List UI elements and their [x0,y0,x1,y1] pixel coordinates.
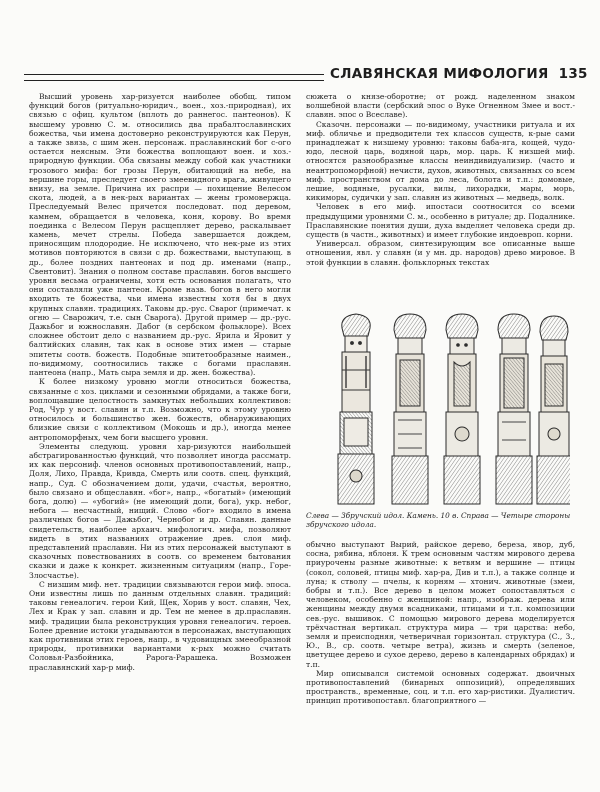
paragraph: сюжета о князе-оборотне; от рожд. наделенном знаком волшебной власти (сербский эпос о Вуке Огненном Змее и вост.-славян. эпос о Всеславе). [306,92,575,120]
idol-side-view-2 [444,314,480,504]
left-column [29,92,291,782]
right-column-bottom [306,540,575,788]
right-column-top [306,92,575,304]
page-header [24,66,588,94]
paragraph: С низшим миф. нет. традиции связываются герои миф. эпоса. Они известны лишь по данным отдельных славян. традиций: таковы генеалогич. герои Кий, Щек, Хорив у вост. славян, Чех, Лех и Крак у зап. славян и др. Тем не менее в др.праславян. миф. традиции была реконструкция уровня генеалогич. героев. Более древние истоки угадываются в персонажах, выступающих как противники этих героев, напр., в чудовищных змееобразной природы, противники вариантами к-рых можно считать Соловья-Разбойника, Рарога-Рарашека. Возможен праславянский хар-р миф. [29,579,291,672]
zbruch-idol-figure [318,310,570,508]
figure-caption: Слева — Збручский идол. Камень. 10 в. Справа — Четыре стороны збручского идола. [306,511,571,529]
page-number: 135 [558,66,588,82]
paragraph: Элементы следующ. уровня хар-ризуются наибольшей абстрагированностью функций, что позволяет иногда рассматр. их как персониф. членов основных противопоставлений, напр., Доля, Лихо, Правда, Кривда, Смерть или соотв. спец. функций, напр., Суд. С обозначением доли, удачи, счастья, вероятно, было связано и общеславян. «бог», напр., «богатый» (имеющий бога, долю) — «убогий» (не имеющий доли, бога), укр. небог, небога — несчастный, нищий. Слово «бог» входило в имена различных богов — Дажьбог, Чернобог и др. Славян. данные свидетельств, наиболее архаич. мифологич. мифа, позволяют видеть в этих названиях отражение древ. слоя миф. представлений праславян. Ни из этих персонажей выступают в сказочных повествованиях в соотв. со временем бытования сказки и даже к конкрет. жизненным ситуациям (напр., Горе-Злосчастье). [29,441,291,580]
paragraph: Универсал. образом, синтезирующим все описанные выше отношения, явл. у славян (и у мн. др. народов) древо мировое. В этой функции в славян. фольклорных текстах [306,239,575,267]
header-rule [24,74,324,81]
idol-side-view-1 [392,314,428,504]
paragraph: Сказочн. персонажи — по-видимому, участники ритуала и их миф. обличье и предводители тех классов существ, к-рые сами принадлежат к низшему уровню: таковы баба-яга, кощей, чудо-юдо, лесной царь, водяной царь, мор. царь. К низшей миф. относятся разнообразные классы неиндивидуализир. (часто и неантропоморфной) нечисти, духов, животных, связанных со всем миф. пространством от дома до леса, болота и т.п.: домовые, лешие, водяные, русалки, вилы, лихорадки, мары, морь, кикиморы, судички у зап. славян из животных — медведь, волк. [306,119,575,203]
section-title: СЛАВЯНСКАЯ МИФОЛОГИЯ [330,66,549,82]
idol-side-view-4 [537,316,570,504]
idol-side-view-3 [496,314,532,504]
paragraph: Человек в его миф. ипостаси соотносится со всеми предыдущими уровнями С. м., особенно в ритуале; др. Подалнике. Праславянские понятия души, духа выделяет человека среди др. существ (в частн., животных) и имеет глубокие индоевроп. корни. [306,202,575,240]
idol-main-view [338,314,374,504]
paragraph: Высший уровень хар-ризуется наиболее обобщ. типом функций богов (ритуально-юридич., воен., хоз.-природная), их связью с офиц. культом (вплоть до раннегос. пантеонов). К высшему уровню С. м. относились два прабалтославянских божества, чьи имена достоверно реконструируются как Перун, а также звязь, с шим жен. персонаж. праславянский бог с-ого остается неясным. Эти божества воплощают воен. и хоз.-природную функции. Оба связаны между собой как участники грозового мифа: бог грозы Перун, обитающий на небе, на вершине горы, преследует своего змеевидного врага, живущего внизу, на земле. Причина их распри — похищение Велесом скота, людей, а в нек-рых вариантах — жены громовержца. Преследуемый Велес прячется последоват. под деревом, камнем, обращается в человека, коня, корову. Во время поединка с Велесом Перун расщепляет дерево, раскалывает камень, мечет стрелы. Победа завершается дождем, приносящим плодородие. Не исключено, что нек-рые из этих мотивов повторяются в связи с др. божествами, выступающ. в др., более поздних пантеонах и под др. именами (напр., Свентовит). Знания о полном составе праславян. богов высшего уровня весьма ограничены, хотя есть основания полагать, что они составляли уже пантеон. Кроме назв. богов в него могли входить те божества, чьи имена известны хотя бы в двух крупных славян. традициях. Таковы др.-рус. Сварог (примечат. к огню — Сварожич, т.е. сын Сварога). Другой пример — др.-рус. Дажьбог и южнославян. Дабог (в сербском фольклоре). Всех сложнее обстоит дело с названием др.-рус. Ярила и Яровит у балтийских славян, так как в основе этих имен — старые эпитеты соотв. божеств. Подобные эпитетообразные наимен., по-видимому, соотносились также с богами праславян. пантеона (напр., Мать сыра земля и др. жен. божества). [29,92,291,378]
paragraph: обычно выступают Вырий, райское дерево, береза, явор, дуб, сосна, рябина, яблоня. К трем основным частям мирового дерева приурочены разные животные: к ветвям и вершине — птицы (сокол, соловей, птицы миф. хар-ра, Див и т.п.), а также солнце и луна; к стволу — пчелы, к корням — хтонич. животные (змеи, бобры и т.п.). Все дерево в целом может сопоставляться с человеком, особенно с женщиной: напр., изображ. дерева или женщины между двумя всадниками, птицами и т.п. композиции сев.-рус. вышивок. С помощью мирового дерева моделируется трёхчастная вертикал. структура мира — три царства: небо, земля и преисподняя, четверичная горизонтал. структура (С., З., Ю., В., ср. соотв. четыре ветра), жизнь и смерть (зеленое, цветущее дерево и сухое дерево, дерево в календарных обрядах) и т.п. [306,540,575,669]
running-title [330,66,588,82]
paragraph: Мир описывался системой основных содержат. двоичных противопоставлений (бинарных оппозиций), определявших пространств., временные, соц. и т.п. его хар-ристики. Дуалистич. принцип противопоставл. благоприятного — [306,668,575,706]
paragraph: К более низкому уровню могли относиться божества, связанные с хоз. циклами и сезонными обрядами, а также боги, воплощавшие целостность замкнутых небольших коллективов: Род, Чур у вост. славян и т.п. Возможно, что к этому уровню относилось и большинство жен. божеств, обнаруживающих близкие связи с коллективом (Мокошь и др.), иногда менее антропоморфных, чем боги высшего уровня. [29,377,291,442]
